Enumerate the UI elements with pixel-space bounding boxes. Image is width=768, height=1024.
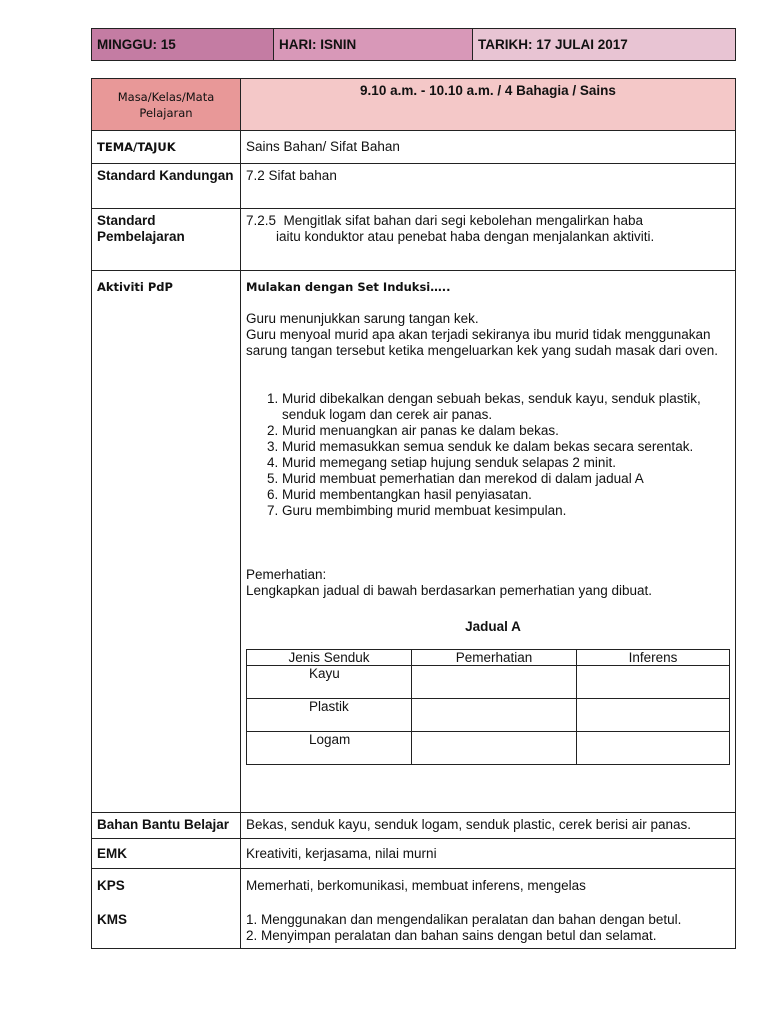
jadual-header: Inferens (577, 650, 730, 666)
step-item: 1. Murid dibekalkan dengan sebuah bekas, senduk kayu, senduk plastik, senduk logam dan cerek air panas. (282, 391, 730, 423)
intro-line-1: Guru menunjukkan sarung tangan kek. (246, 311, 479, 326)
sk-label: Standard Kandungan (92, 164, 241, 209)
step-item: 5. Murid membuat pemerhatian dan merekod di dalam jadual A (282, 471, 730, 487)
jadual-cell (412, 732, 577, 765)
jadual-cell (577, 699, 730, 732)
step-item: 6. Murid membentangkan hasil penyiasatan. (282, 487, 730, 503)
jadual-header: Pemerhatian (412, 650, 577, 666)
jadual-cell-kayu: Kayu (247, 666, 412, 699)
bbb-label: Bahan Bantu Belajar (92, 813, 241, 839)
sp-code: 7.2.5 (246, 213, 277, 228)
sp-line1: Mengitlak sifat bahan dari segi kebolehan mengalirkan haba (283, 213, 644, 228)
step-item: 2. Murid menuangkan air panas ke dalam bekas. (282, 423, 730, 439)
header-table (91, 28, 736, 61)
kms-item-1: 1. Menggunakan dan mengendalikan peralatan dan bahan dengan betul. (246, 912, 682, 927)
activity-steps (246, 391, 730, 519)
sp-value (241, 209, 736, 271)
table-row (247, 732, 730, 765)
jadual-cell-logam: Logam (247, 732, 412, 765)
tema-value: Sains Bahan/ Sifat Bahan (241, 131, 736, 164)
aktiviti-label: Aktiviti PdP (92, 271, 241, 813)
kps-kms-value (241, 869, 736, 949)
jadual-title: Jadual A (465, 619, 521, 634)
aktiviti-content (241, 271, 736, 813)
pemerhatian-title: Pemerhatian: (246, 567, 327, 582)
step-item: 3. Murid memasukkan semua senduk ke dalam bekas secara serentak. (282, 439, 730, 455)
emk-value: Kreativiti, kerjasama, nilai murni (241, 839, 736, 869)
sk-value: 7.2 Sifat bahan (241, 164, 736, 209)
kps-kms-label (92, 869, 241, 949)
jadual-header: Jenis Senduk (247, 650, 412, 666)
jadual-cell (577, 666, 730, 699)
pemerhatian-text: Lengkapkan jadual di bawah berdasarkan pemerhatian yang dibuat. (246, 583, 653, 598)
step-item: 7. Guru membimbing murid membuat kesimpulan. (282, 503, 730, 519)
sp-line2: iaitu konduktor atau penebat haba dengan menjalankan aktiviti. (276, 229, 655, 244)
intro-line-2: Guru menyoal murid apa akan terjadi sekiranya ibu murid tidak menggunakan sarung tangan tersebut ketika mengeluarkan kek yang sudah masak dari oven. (246, 327, 719, 358)
table-row (247, 666, 730, 699)
tarikh-cell: TARIKH: 17 JULAI 2017 (473, 29, 736, 61)
kps-value: Memerhati, berkomunikasi, membuat inferens, mengelas (246, 878, 586, 893)
jadual-cell (412, 666, 577, 699)
jadual-cell-plastik: Plastik (247, 699, 412, 732)
lesson-plan-table (91, 78, 736, 949)
sp-label: Standard Pembelajaran (92, 209, 241, 271)
bbb-value: Bekas, senduk kayu, senduk logam, senduk plastic, cerek berisi air panas. (241, 813, 736, 839)
kps-label: KPS (97, 878, 125, 893)
minggu-cell: MINGGU: 15 (92, 29, 274, 61)
emk-label: EMK (92, 839, 241, 869)
step-item: 4. Murid memegang setiap hujung senduk selapas 2 minit. (282, 455, 730, 471)
kms-label: KMS (97, 912, 127, 927)
masa-value: 9.10 a.m. - 10.10 a.m. / 4 Bahagia / Sains (241, 79, 736, 131)
jadual-cell (577, 732, 730, 765)
jadual-cell (412, 699, 577, 732)
set-induksi-heading: Mulakan dengan Set Induksi….. (246, 280, 451, 294)
hari-cell: HARI: ISNIN (274, 29, 473, 61)
kms-item-2: 2. Menyimpan peralatan dan bahan sains dengan betul dan selamat. (246, 928, 657, 943)
jadual-a-table (246, 649, 730, 765)
tema-label: TEMA/TAJUK (92, 131, 241, 164)
table-row (247, 699, 730, 732)
masa-label: Masa/Kelas/Mata Pelajaran (92, 79, 241, 131)
